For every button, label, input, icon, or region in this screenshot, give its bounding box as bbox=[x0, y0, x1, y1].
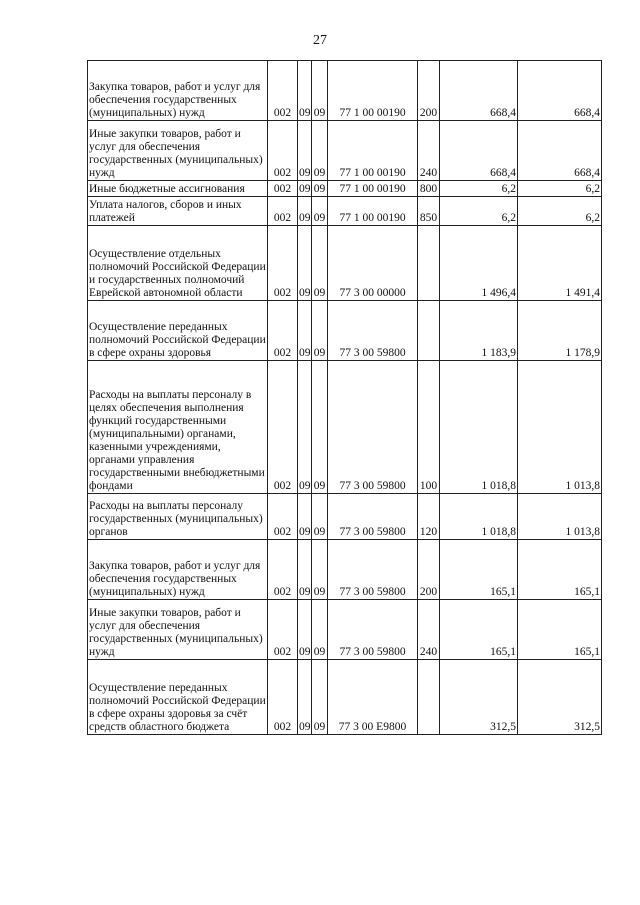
subsection-code-cell: 09 bbox=[312, 226, 328, 301]
admin-code-cell: 002 bbox=[268, 494, 298, 540]
row-name-cell: Расходы на выплаты персоналу в целях обеспечения выполнения функций государственными (муниципальными) органами, казенными учреждениями, органами управления государственными внебюджетными фондами bbox=[88, 361, 268, 494]
section-code-cell: 09 bbox=[298, 61, 312, 121]
section-code-cell: 09 bbox=[298, 660, 312, 735]
expense-type-cell: 200 bbox=[418, 61, 440, 121]
amount-year2-cell: 668,4 bbox=[518, 121, 602, 181]
table-row bbox=[88, 494, 602, 540]
row-name-cell: Расходы на выплаты персоналу государственных (муниципальных) органов bbox=[88, 494, 268, 540]
expense-type-cell: 100 bbox=[418, 361, 440, 494]
table-row bbox=[88, 361, 602, 494]
section-code-cell: 09 bbox=[298, 600, 312, 660]
table-row bbox=[88, 600, 602, 660]
admin-code-cell: 002 bbox=[268, 226, 298, 301]
amount-year2-cell: 1 491,4 bbox=[518, 226, 602, 301]
expense-type-cell: 240 bbox=[418, 600, 440, 660]
expense-type-cell: 850 bbox=[418, 197, 440, 226]
subsection-code-cell: 09 bbox=[312, 361, 328, 494]
admin-code-cell: 002 bbox=[268, 301, 298, 361]
amount-year2-cell: 668,4 bbox=[518, 61, 602, 121]
table-row bbox=[88, 197, 602, 226]
section-code-cell: 09 bbox=[298, 361, 312, 494]
target-article-cell: 77 1 00 00190 bbox=[328, 121, 418, 181]
table-row bbox=[88, 226, 602, 301]
admin-code-cell: 002 bbox=[268, 181, 298, 197]
amount-year1-cell: 1 496,4 bbox=[440, 226, 518, 301]
section-code-cell: 09 bbox=[298, 540, 312, 600]
section-code-cell: 09 bbox=[298, 197, 312, 226]
expense-type-cell: 800 bbox=[418, 181, 440, 197]
expense-type-cell bbox=[418, 301, 440, 361]
amount-year1-cell: 312,5 bbox=[440, 660, 518, 735]
section-code-cell: 09 bbox=[298, 226, 312, 301]
subsection-code-cell: 09 bbox=[312, 600, 328, 660]
admin-code-cell: 002 bbox=[268, 540, 298, 600]
amount-year2-cell: 1 013,8 bbox=[518, 494, 602, 540]
subsection-code-cell: 09 bbox=[312, 121, 328, 181]
target-article-cell: 77 3 00 59800 bbox=[328, 600, 418, 660]
expense-type-cell: 120 bbox=[418, 494, 440, 540]
target-article-cell: 77 3 00 59800 bbox=[328, 494, 418, 540]
table-row bbox=[88, 660, 602, 735]
row-name-cell: Осуществление отдельных полномочий Российской Федерации и государственных полномочий Еврейской автономной области bbox=[88, 226, 268, 301]
target-article-cell: 77 3 00 59800 bbox=[328, 301, 418, 361]
amount-year1-cell: 668,4 bbox=[440, 121, 518, 181]
subsection-code-cell: 09 bbox=[312, 301, 328, 361]
row-name-cell: Иные бюджетные ассигнования bbox=[88, 181, 268, 197]
budget-table bbox=[87, 60, 602, 735]
amount-year1-cell: 6,2 bbox=[440, 181, 518, 197]
section-code-cell: 09 bbox=[298, 121, 312, 181]
amount-year1-cell: 165,1 bbox=[440, 540, 518, 600]
amount-year2-cell: 165,1 bbox=[518, 540, 602, 600]
table-row bbox=[88, 540, 602, 600]
target-article-cell: 77 3 00 00000 bbox=[328, 226, 418, 301]
amount-year1-cell: 1 018,8 bbox=[440, 494, 518, 540]
row-name-cell: Закупка товаров, работ и услуг для обеспечения государственных (муниципальных) нужд bbox=[88, 540, 268, 600]
amount-year1-cell: 668,4 bbox=[440, 61, 518, 121]
amount-year2-cell: 165,1 bbox=[518, 600, 602, 660]
subsection-code-cell: 09 bbox=[312, 494, 328, 540]
section-code-cell: 09 bbox=[298, 301, 312, 361]
section-code-cell: 09 bbox=[298, 181, 312, 197]
amount-year2-cell: 1 178,9 bbox=[518, 301, 602, 361]
target-article-cell: 77 1 00 00190 bbox=[328, 197, 418, 226]
subsection-code-cell: 09 bbox=[312, 540, 328, 600]
section-code-cell: 09 bbox=[298, 494, 312, 540]
row-name-cell: Иные закупки товаров, работ и услуг для обеспечения государственных (муниципальных) нужд bbox=[88, 121, 268, 181]
expense-type-cell bbox=[418, 226, 440, 301]
subsection-code-cell: 09 bbox=[312, 197, 328, 226]
row-name-cell: Иные закупки товаров, работ и услуг для обеспечения государственных (муниципальных) нужд bbox=[88, 600, 268, 660]
row-name-cell: Осуществление переданных полномочий Российской Федерации в сфере охраны здоровья за счёт средств областного бюджета bbox=[88, 660, 268, 735]
subsection-code-cell: 09 bbox=[312, 61, 328, 121]
amount-year1-cell: 1 183,9 bbox=[440, 301, 518, 361]
target-article-cell: 77 3 00 59800 bbox=[328, 361, 418, 494]
target-article-cell: 77 3 00 59800 bbox=[328, 540, 418, 600]
target-article-cell: 77 1 00 00190 bbox=[328, 181, 418, 197]
row-name-cell: Осуществление переданных полномочий Российской Федерации в сфере охраны здоровья bbox=[88, 301, 268, 361]
target-article-cell: 77 1 00 00190 bbox=[328, 61, 418, 121]
subsection-code-cell: 09 bbox=[312, 660, 328, 735]
table-row bbox=[88, 301, 602, 361]
amount-year1-cell: 165,1 bbox=[440, 600, 518, 660]
amount-year1-cell: 6,2 bbox=[440, 197, 518, 226]
amount-year2-cell: 1 013,8 bbox=[518, 361, 602, 494]
amount-year2-cell: 312,5 bbox=[518, 660, 602, 735]
expense-type-cell: 240 bbox=[418, 121, 440, 181]
admin-code-cell: 002 bbox=[268, 197, 298, 226]
subsection-code-cell: 09 bbox=[312, 181, 328, 197]
page-number: 27 bbox=[313, 33, 327, 48]
admin-code-cell: 002 bbox=[268, 660, 298, 735]
amount-year1-cell: 1 018,8 bbox=[440, 361, 518, 494]
target-article-cell: 77 3 00 E9800 bbox=[328, 660, 418, 735]
expense-type-cell bbox=[418, 660, 440, 735]
row-name-cell: Уплата налогов, сборов и иных платежей bbox=[88, 197, 268, 226]
amount-year2-cell: 6,2 bbox=[518, 181, 602, 197]
row-name-cell: Закупка товаров, работ и услуг для обеспечения государственных (муниципальных) нужд bbox=[88, 61, 268, 121]
admin-code-cell: 002 bbox=[268, 121, 298, 181]
admin-code-cell: 002 bbox=[268, 61, 298, 121]
table-row bbox=[88, 61, 602, 121]
table-row bbox=[88, 121, 602, 181]
admin-code-cell: 002 bbox=[268, 361, 298, 494]
expense-type-cell: 200 bbox=[418, 540, 440, 600]
admin-code-cell: 002 bbox=[268, 600, 298, 660]
amount-year2-cell: 6,2 bbox=[518, 197, 602, 226]
table-row bbox=[88, 181, 602, 197]
